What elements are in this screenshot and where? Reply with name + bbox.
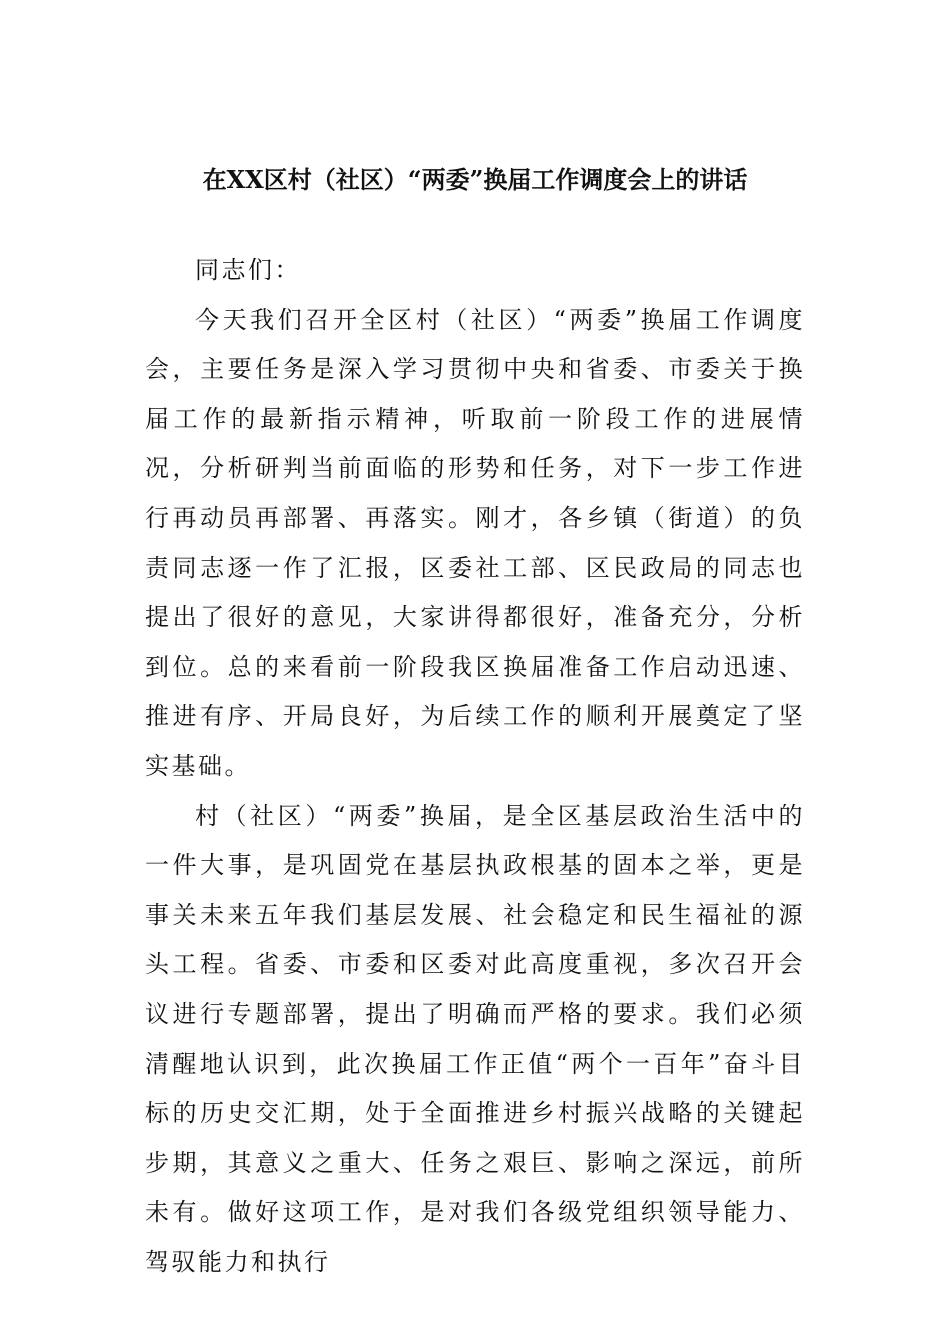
salutation: 同志们：: [195, 256, 301, 284]
document-title: 在XX区村（社区）“两委”换届工作调度会上的讲话: [202, 165, 748, 194]
paragraph-2: 村（社区）“两委”换届，是全区基层政治生活中的一件大事，是巩固党在基层执政根基的固本之举，更是事关未来五年我们基层发展、社会稳定和民生福祉的源头工程。省委、市委和区委对此高度重视，多次召开会议进行专题部署，提出了明确而严格的要求。我们必须清醒地认识到，此次换届工作正值“两个一百年”奋斗目标的历史交汇期，处于全面推进乡村振兴战略的关键起步期，其意义之重大、任务之艰巨、影响之深远，前所未有。做好这项工作，是对我们各级党组织领导能力、驾驭能力和执行: [145, 801, 805, 1276]
document-body: [145, 246, 805, 1287]
paragraph-1: 今天我们召开全区村（社区）“两委”换届工作调度会，主要任务是深入学习贯彻中央和省委、市委关于换届工作的最新指示精神，听取前一阶段工作的进展情况，分析研判当前面临的形势和任务，对下一步工作进行再动员再部署、再落实。刚才，各乡镇（街道）的负责同志逐一作了汇报，区委社工部、区民政局的同志也提出了很好的意见，大家讲得都很好，准备充分，分析到位。总的来看前一阶段我区换届准备工作启动迅速、推进有序、开局良好，为后续工作的顺利开展奠定了坚实基础。: [145, 305, 805, 780]
